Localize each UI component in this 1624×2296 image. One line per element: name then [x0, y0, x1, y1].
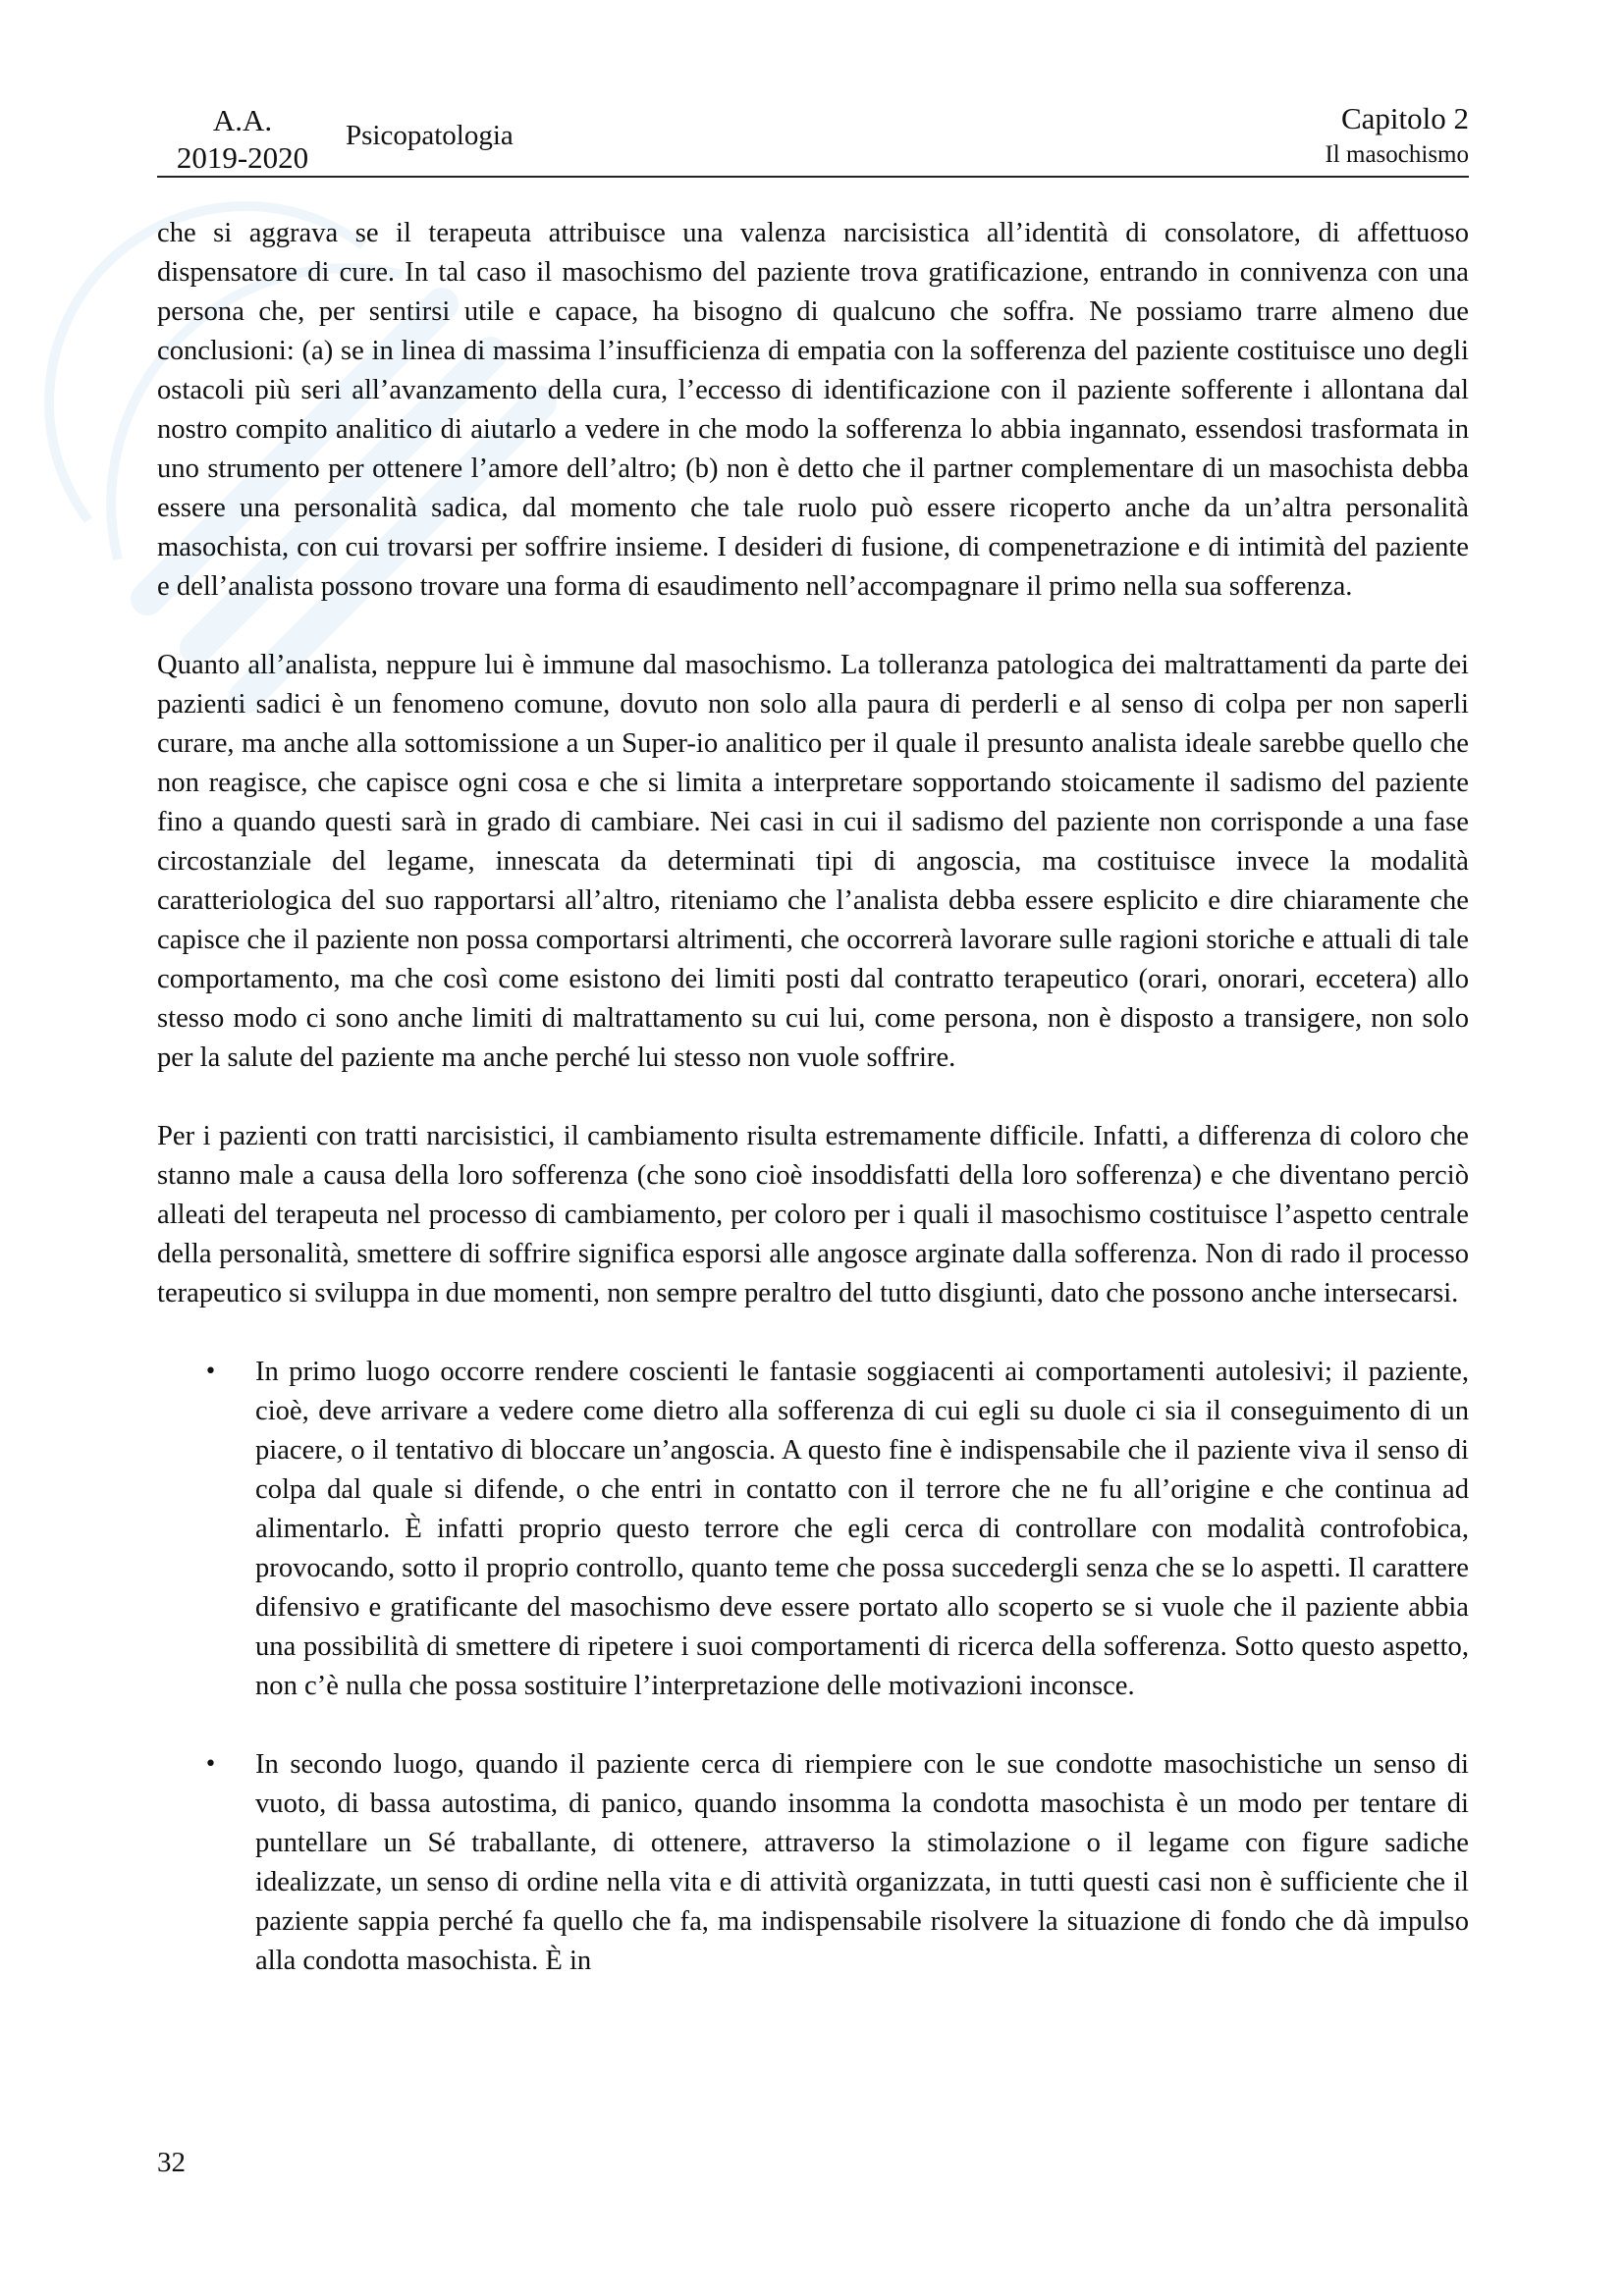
- header-divider: [157, 176, 1469, 178]
- bullet-item: [157, 1353, 1469, 1706]
- header-chapter-title: Il masochismo: [1325, 141, 1469, 168]
- bullet-icon: •: [204, 1360, 217, 1384]
- bullet-text: In primo luogo occorre rendere coscienti le fantasie soggiacenti ai comportamenti autolesivi; il paziente, cioè, deve arrivare a vedere come dietro alla sofferenza di cui egli su duole ci sia il conseguimento di un piacere, o il tentativo di bloccare un’angoscia. A questo fine è indispensabile che il paziente viva il senso di colpa dal quale si difende, o che entri in contatto con il terrore che ne fu all’origine e che continua ad alimentarlo. È infatti proprio questo terrore che egli cerca di controllare con modalità controfobica, provocando, sotto il proprio controllo, quanto teme che possa succedergli senza che se lo aspetti. Il carattere difensivo e gratificante del masochismo deve essere portato allo scoperto se si vuole che il paziente abbia una possibilità di smettere di ripetere i suoi comportamenti di ricerca della sofferenza. Sotto questo aspetto, non c’è nulla che possa sostituire l’interpretazione delle motivazioni inconsce.: [255, 1357, 1469, 1701]
- header-academic-year: [159, 102, 326, 177]
- paragraph: Quanto all’analista, neppure lui è immune dal masochismo. La tolleranza patologica dei maltrattamenti da parte dei pazienti sadici è un fenomeno comune, dovuto non solo alla paura di perderli e al senso di colpa per non saperli curare, ma anche alla sottomissione a un Super-io analitico per il quale il presunto analista ideale sarebbe quello che non reagisce, che capisce ogni cosa e che si limita a interpretare sopportando stoicamente il sadismo del paziente fino a quando questi sarà in grado di cambiare. Nei casi in cui il sadismo del paziente non corrisponde a una fase circostanziale del legame, innescata da determinati tipi di angoscia, ma costituisce invece la modalità caratteriologica del suo rapportarsi all’altro, riteniamo che l’analista debba essere esplicito e dire chiaramente che capisce che il paziente non possa comportarsi altrimenti, che occorrerà lavorare sulle ragioni storiche e attuali di tale comportamento, ma che così come esistono dei limiti posti dal contratto terapeutico (orari, onorari, eccetera) allo stesso modo ci sono anche limiti di maltrattamento su cui lui, come persona, non è disposto a transigere, non solo per la salute del paziente ma anche perché lui stesso non vuole soffrire.: [157, 650, 1469, 1073]
- bullet-list: [157, 1353, 1469, 1981]
- bullet-icon: •: [204, 1752, 217, 1777]
- body-text: [157, 214, 1469, 2020]
- header-chapter: Capitolo 2: [1340, 101, 1469, 135]
- bullet-text: In secondo luogo, quando il paziente cerca di riempiere con le sue condotte masochistiche un senso di vuoto, di bassa autostima, di panico, quando insomma la condotta masochista è un modo per tentare di puntellare un Sé traballante, di ottenere, attraverso la stimolazione o il legame con figure sadiche idealizzate, un senso di ordine nella vita e di attività organizzata, in tutti questi casi non è sufficiente che il paziente sappia perché fa quello che fa, ma indispensabile risolvere la situazione di fondo che dà impulso alla condotta masochista. È in: [255, 1749, 1469, 1976]
- paragraph: che si aggrava se il terapeuta attribuisce una valenza narcisistica all’identità di consolatore, di affettuoso dispensatore di cure. In tal caso il masochismo del paziente trova gratificazione, entrando in connivenza con una persona che, per sentirsi utile e capace, ha bisogno di qualcuno che soffra. Ne possiamo trarre almeno due conclusioni: (a) se in linea di massima l’insufficienza di empatia con la sofferenza del paziente costituisce uno degli ostacoli più seri all’avanzamento della cura, l’eccesso di identificazione con il paziente sofferente i allontana dal nostro compito analitico di aiutarlo a vedere in che modo la sofferenza lo abbia ingannato, essendosi trasformata in uno strumento per ottenere l’amore dell’altro; (b) non è detto che il partner complementare di un masochista debba essere una personalità sadica, dal momento che tale ruolo può essere ricoperto anche da un’altra personalità masochista, con cui trovarsi per soffrire insieme. I desideri di fusione, di compenetrazione e di intimità del paziente e dell’analista possono trovare una forma di esaudimento nell’accompagnare il primo nella sua sofferenza.: [157, 218, 1469, 602]
- header-year-label: A.A.: [212, 103, 273, 137]
- header-subject: Psicopatologia: [346, 120, 514, 151]
- bullet-item: [157, 1745, 1469, 1981]
- header-chapter-block: [1325, 100, 1469, 173]
- header-year-range: 2019-2020: [176, 140, 309, 175]
- paragraph: Per i pazienti con tratti narcisistici, il cambiamento risulta estremamente difficile. Infatti, a differenza di coloro che stanno male a causa della loro sofferenza (che sono cioè insoddisfatti della loro sofferenza) e che diventano perciò alleati del terapeuta nel processo di cambiamento, per coloro per i quali il masochismo costituisce l’aspetto centrale della personalità, smettere di soffrire significa esporsi alle angosce arginate dalla sofferenza. Non di rado il processo terapeutico si sviluppa in due momenti, non sempre peraltro del tutto disgiunti, dato che possono anche intersecarsi.: [157, 1121, 1469, 1308]
- page-number: 32: [157, 2147, 186, 2178]
